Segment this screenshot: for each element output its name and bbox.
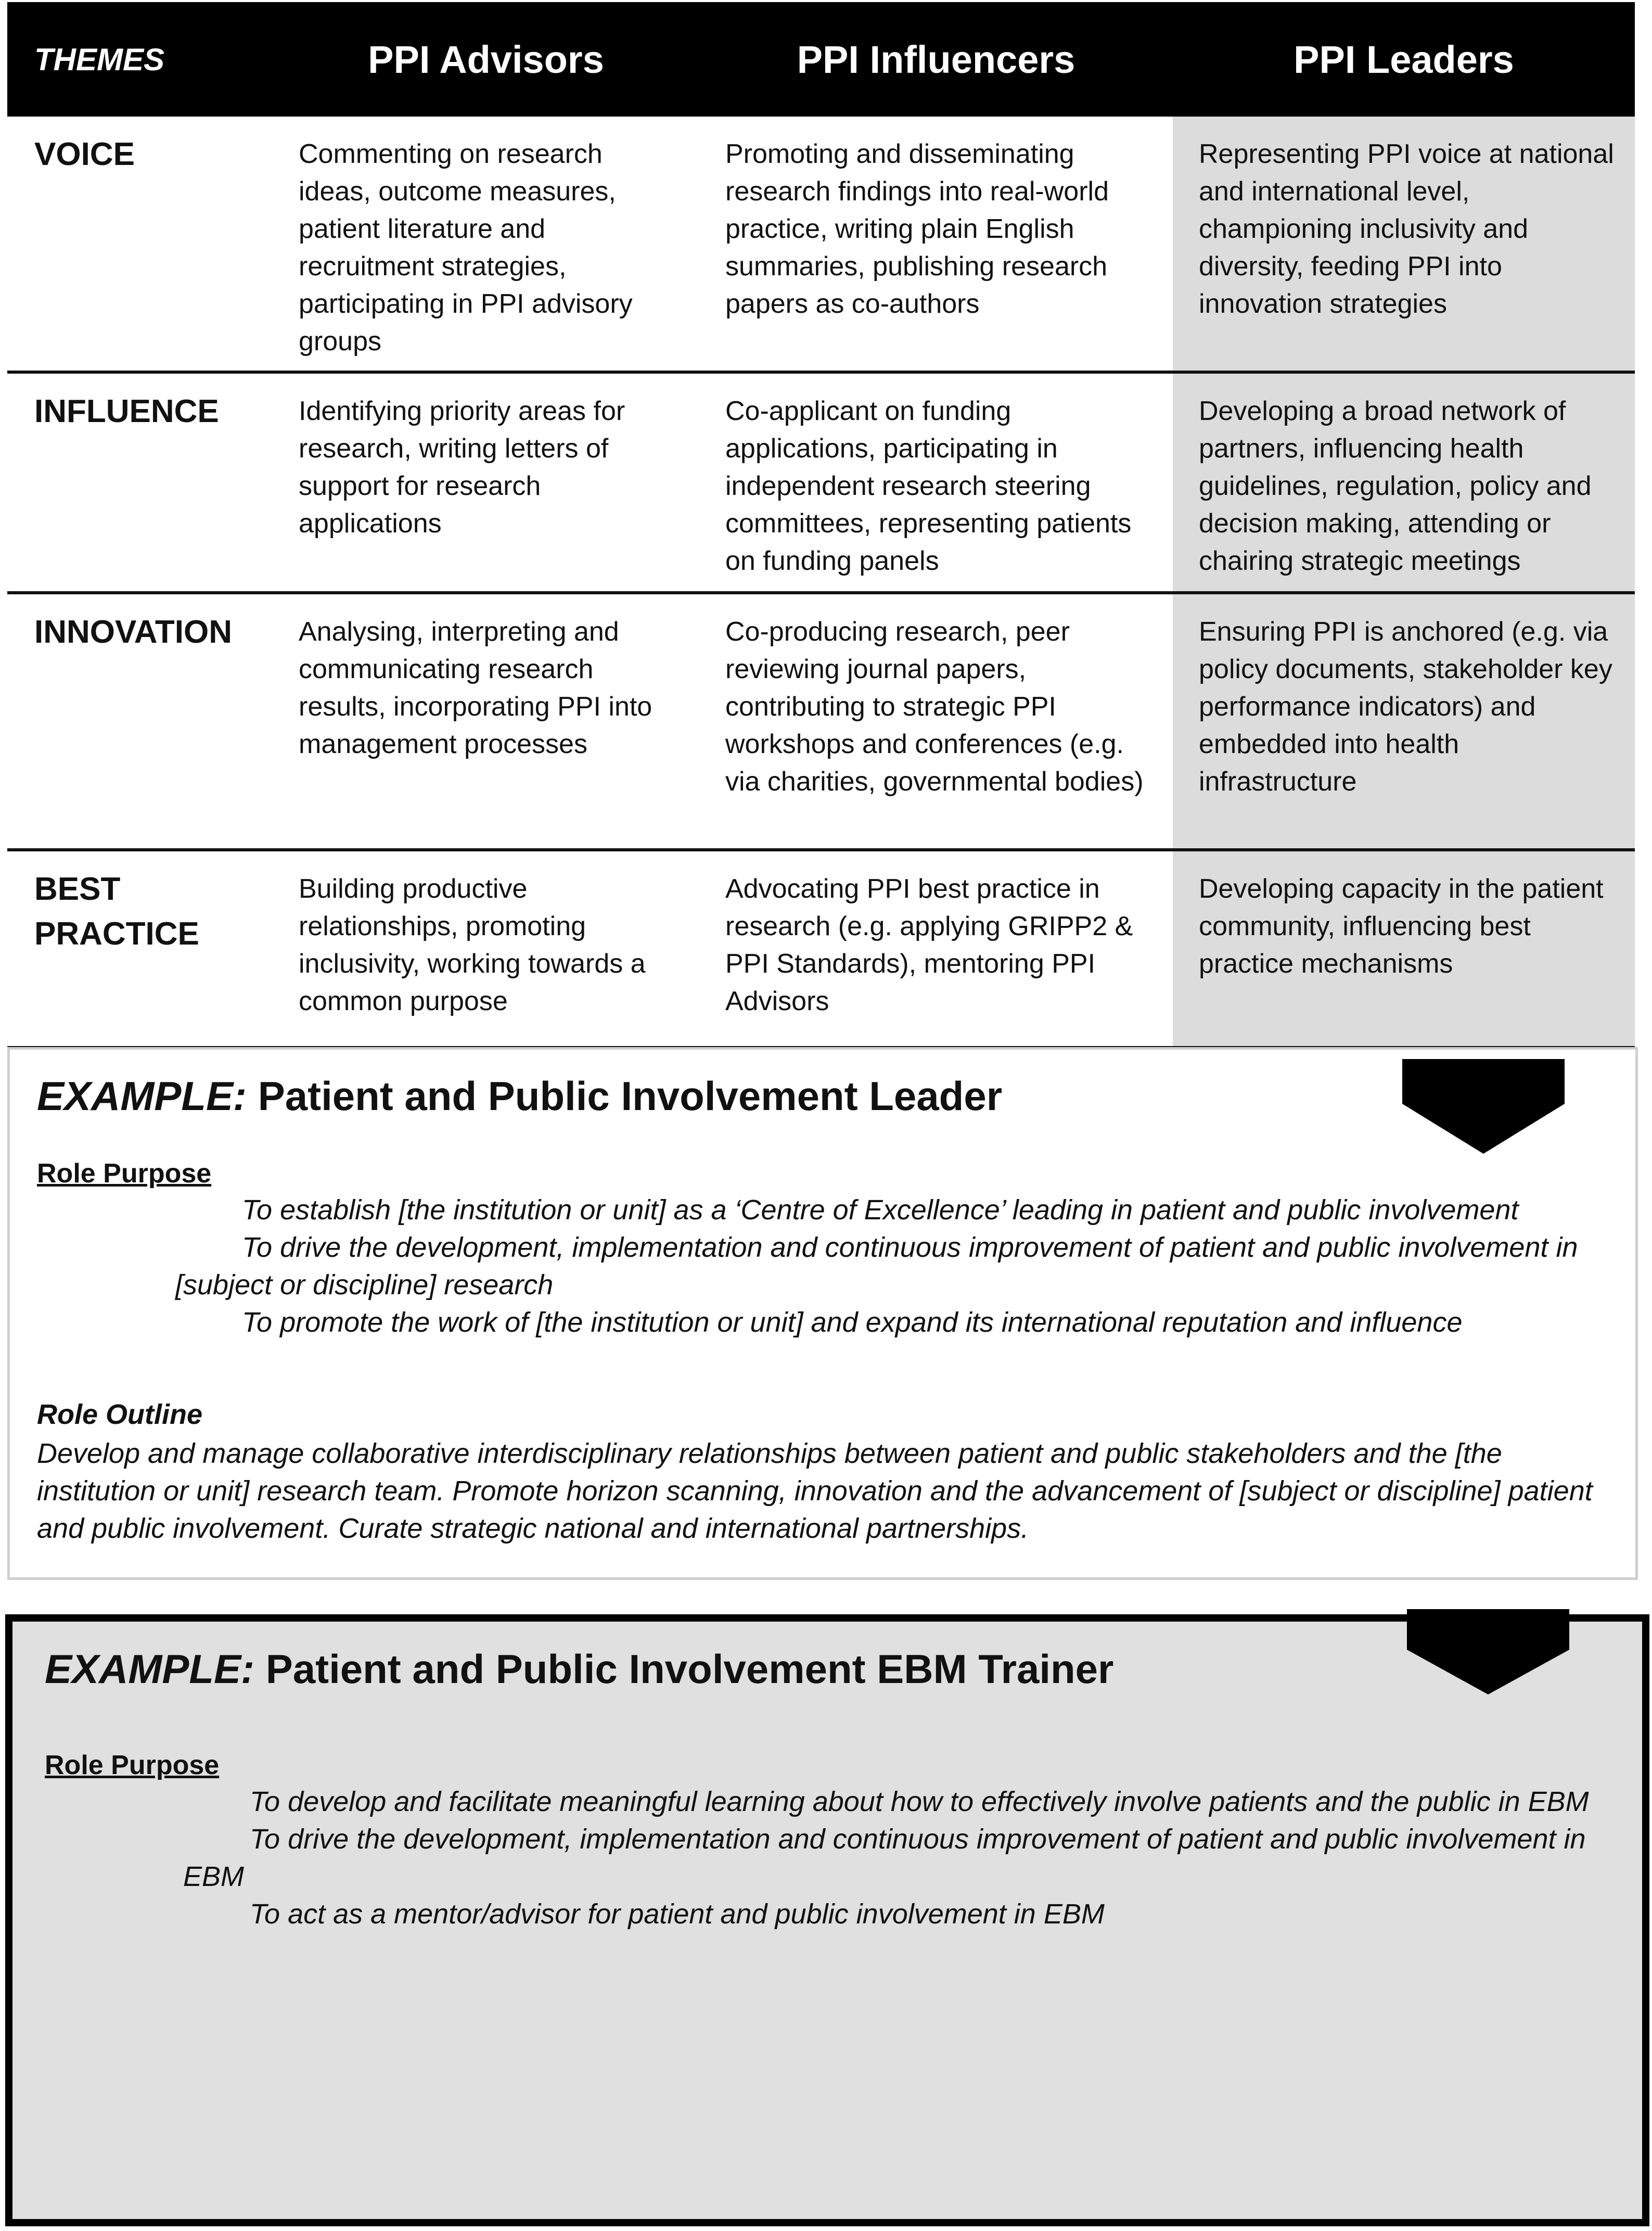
role-outline-text: Develop and manage collaborative interdisciplinary relationships between patient and public stakeholders and the [the institution or unit] research team. Promote horizon scanning, innovation and the advancement of [subject or discipline] patient and public involvement. Curate strategic national and international partnerships. bbox=[37, 1438, 1593, 1544]
example-title-text: Patient and Public Involvement Leader bbox=[258, 1073, 1003, 1119]
purpose-line: To develop and facilitate meaningful learning about how to effectively involve patients and the public in EBM bbox=[250, 1786, 1589, 1817]
header-themes: THEMES bbox=[7, 2, 273, 117]
purpose-line: To act as a mentor/advisor for patient and public involvement in EBM bbox=[250, 1898, 1105, 1930]
table-row-voice bbox=[7, 117, 1635, 372]
influencers-cell: Advocating PPI best practice in research (e.g. applying GRIPP2 & PPI Standards), mentoring PPI Advisors bbox=[699, 850, 1173, 1048]
table-row-influence bbox=[7, 372, 1635, 593]
header-ppi-influencers: PPI Influencers bbox=[699, 2, 1173, 117]
chevron-down-icon bbox=[1407, 1609, 1569, 1694]
advisors-cell: Building productive relationships, promoting inclusivity, working towards a common purpose bbox=[273, 850, 699, 1048]
role-outline-label: Role Outline bbox=[37, 1399, 203, 1430]
leaders-cell: Ensuring PPI is anchored (e.g. via policy documents, stakeholder key performance indicators) and embedded into health infrastructure bbox=[1173, 593, 1635, 850]
header-ppi-advisors: PPI Advisors bbox=[273, 2, 699, 117]
role-purpose-label: Role Purpose bbox=[45, 1750, 220, 1780]
chevron-down-icon bbox=[1402, 1059, 1565, 1154]
advisors-cell: Identifying priority areas for research, writing letters of support for research applications bbox=[273, 372, 699, 593]
purpose-line: To drive the development, implementation and continuous improvement of patient and public involvement in bbox=[242, 1232, 1578, 1263]
role-purpose-label: Role Purpose bbox=[37, 1158, 212, 1189]
influencers-cell: Promoting and disseminating research findings into real-world practice, writing plain English summaries, publishing research papers as co-authors bbox=[699, 117, 1173, 372]
purpose-line: To drive the development, implementation and continuous improvement of patient and public involvement in bbox=[250, 1824, 1586, 1855]
leaders-cell: Developing a broad network of partners, influencing health guidelines, regulation, policy and decision making, attending or chairing strategic meetings bbox=[1173, 372, 1635, 593]
example-lead-label: EXAMPLE: bbox=[37, 1073, 247, 1119]
purpose-line: [subject or discipline] research bbox=[175, 1269, 554, 1301]
theme-cell: VOICE bbox=[7, 117, 273, 372]
example-ebm-title bbox=[45, 1646, 1113, 1693]
leaders-cell: Developing capacity in the patient community, influencing best practice mechanisms bbox=[1173, 850, 1635, 1048]
advisors-cell: Analysing, interpreting and communicating research results, incorporating PPI into management processes bbox=[273, 593, 699, 850]
leaders-cell: Representing PPI voice at national and international level, championing inclusivity and diversity, feeding PPI into innovation strategies bbox=[1173, 117, 1635, 372]
header-ppi-leaders: PPI Leaders bbox=[1173, 2, 1635, 117]
advisors-cell: Commenting on research ideas, outcome measures, patient literature and recruitment strategies, participating in PPI advisory groups bbox=[273, 117, 699, 372]
example-leader-box bbox=[7, 1047, 1638, 1580]
example-ebm-trainer-box bbox=[5, 1614, 1649, 2226]
example-leader-title bbox=[37, 1073, 1002, 1120]
purpose-line: To establish [the institution or unit] as a ‘Centre of Excellence’ leading in patient and public involvement bbox=[242, 1194, 1519, 1226]
purpose-line: EBM bbox=[183, 1861, 245, 1892]
example-lead-label: EXAMPLE: bbox=[45, 1646, 255, 1692]
table-header-row bbox=[7, 2, 1635, 117]
table-row-best-practice bbox=[7, 850, 1635, 1048]
table-row-innovation bbox=[7, 593, 1635, 850]
influencers-cell: Co-producing research, peer reviewing journal papers, contributing to strategic PPI workshops and conferences (e.g. via charities, governmental bodies) bbox=[699, 593, 1173, 850]
example-title-text: Patient and Public Involvement EBM Trainer bbox=[265, 1646, 1114, 1692]
theme-cell: BEST PRACTICE bbox=[7, 850, 273, 1048]
theme-cell: INFLUENCE bbox=[7, 372, 273, 593]
theme-cell: INNOVATION bbox=[7, 593, 273, 850]
purpose-line: To promote the work of [the institution or unit] and expand its international reputation and influence bbox=[242, 1307, 1463, 1338]
ppi-themes-table bbox=[7, 2, 1635, 1050]
influencers-cell: Co-applicant on funding applications, participating in independent research steering committees, representing patients on funding panels bbox=[699, 372, 1173, 593]
